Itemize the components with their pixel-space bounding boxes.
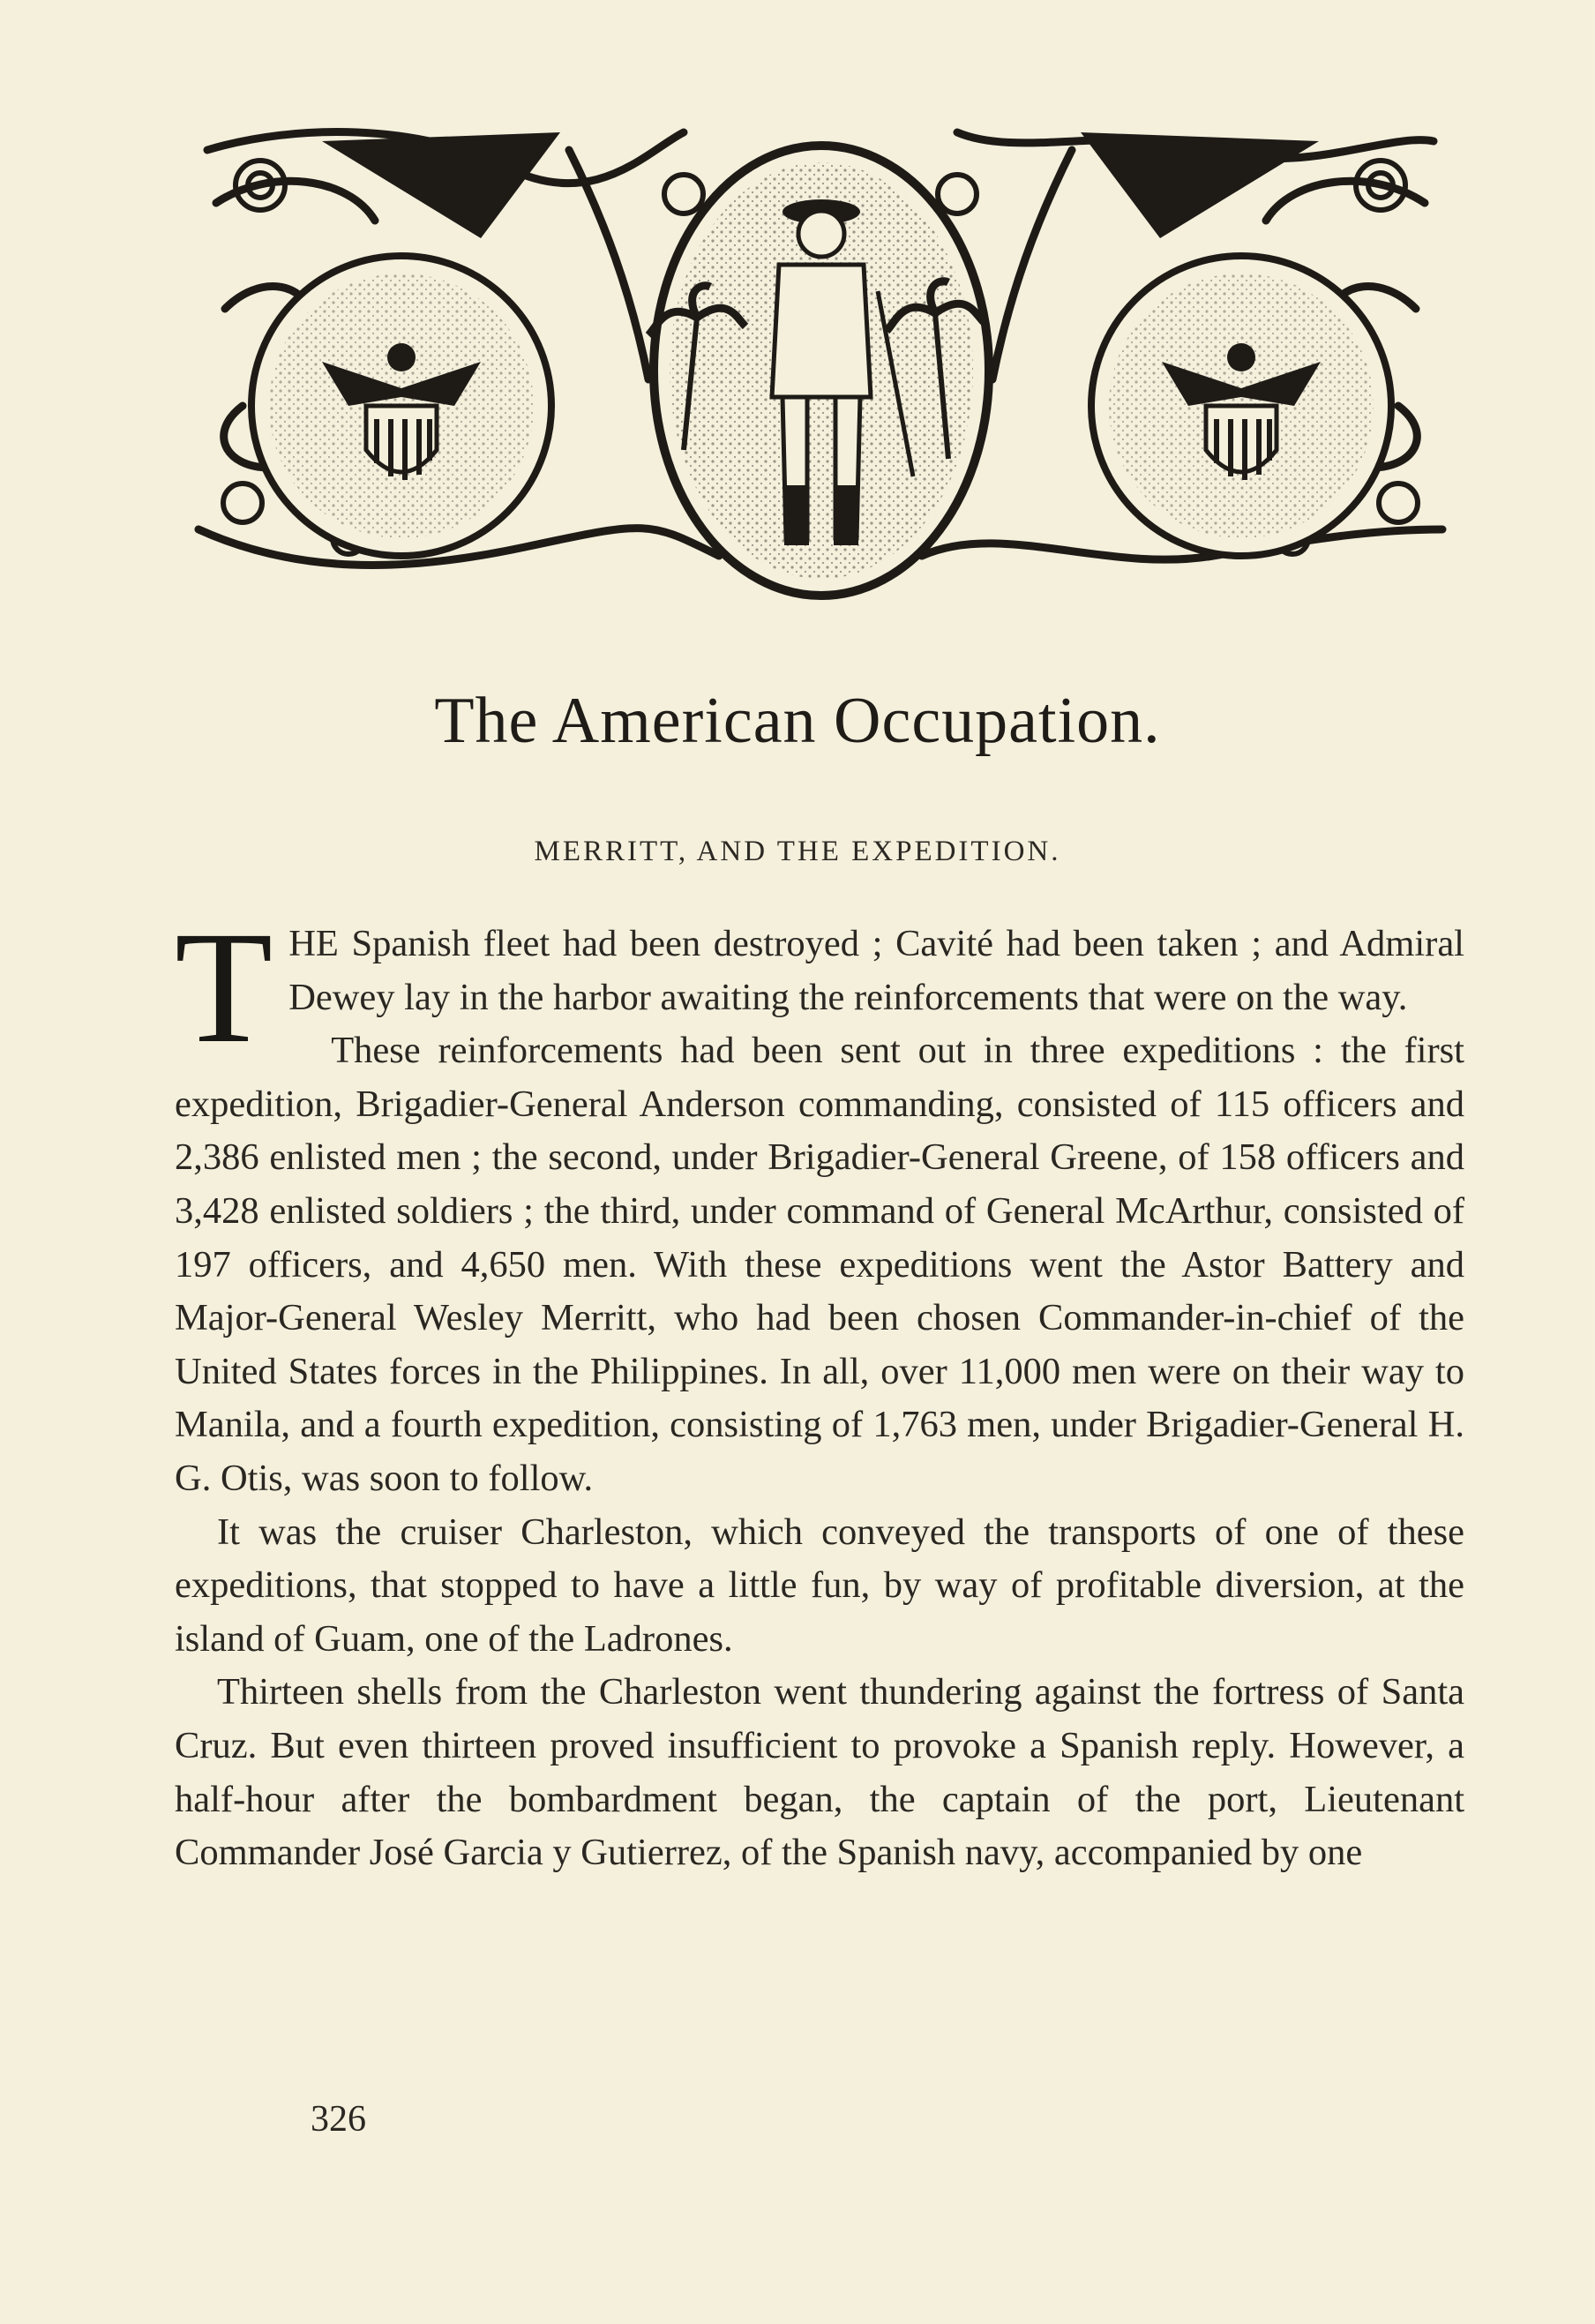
chapter-subtitle: MERRITT, AND THE EXPEDITION. — [534, 836, 1061, 867]
decorative-headpiece — [190, 115, 1453, 609]
paragraph-3: It was the cruiser Charleston, which conveyed the transports of one of these expeditions, that stopped to have a little fun, by way of profitable diversion, at the island of Guam, one of the Ladrones. — [175, 1511, 1464, 1660]
paragraph-1 — [175, 899, 1464, 1076]
body-text — [175, 899, 1464, 1880]
paragraph-2: These reinforcements had been sent out in three expeditions : the first expedition, Brigadier-General Anderson commanding, consisted of 115 officers and 2,386 enlisted men ; the second, under Brigadier-General Greene, of 158 officers and 3,428 enlisted soldiers ; the third, under command of General McArthur, consisted of 197 officers, and 4,650 men. With these expeditions went the Astor Battery and Major-General Wesley Merritt, who had been chosen Commander-in-chief of the United States forces in the Philippines. In all, over 11,000 men were on their way to Manila, and a fourth expedition, consisting of 1,763 men, under Brigadier-General H. G. Otis, was soon to follow. — [175, 1030, 1464, 1499]
page-number: 326 — [311, 2099, 366, 2140]
paragraph-1-text: HE Spanish fleet had been destroyed ; Cavité had been taken ; and Admiral Dewey lay in the harbor awaiting the reinforcements that were on the way. — [288, 923, 1464, 1018]
chapter-title: The American Occupation. — [434, 685, 1161, 757]
drop-cap: T — [175, 899, 273, 1076]
headpiece-illustration — [190, 115, 1453, 609]
paragraph-4: Thirteen shells from the Charleston went thundering against the fortress of Santa Cruz. But even thirteen proved insufficient to provoke a Spanish reply. However, a half-hour after the bombardment began, the captain of the port, Lieutenant Commander José Garcia y Gutierrez, of the Spanish navy, accompanied by one — [175, 1671, 1464, 1874]
